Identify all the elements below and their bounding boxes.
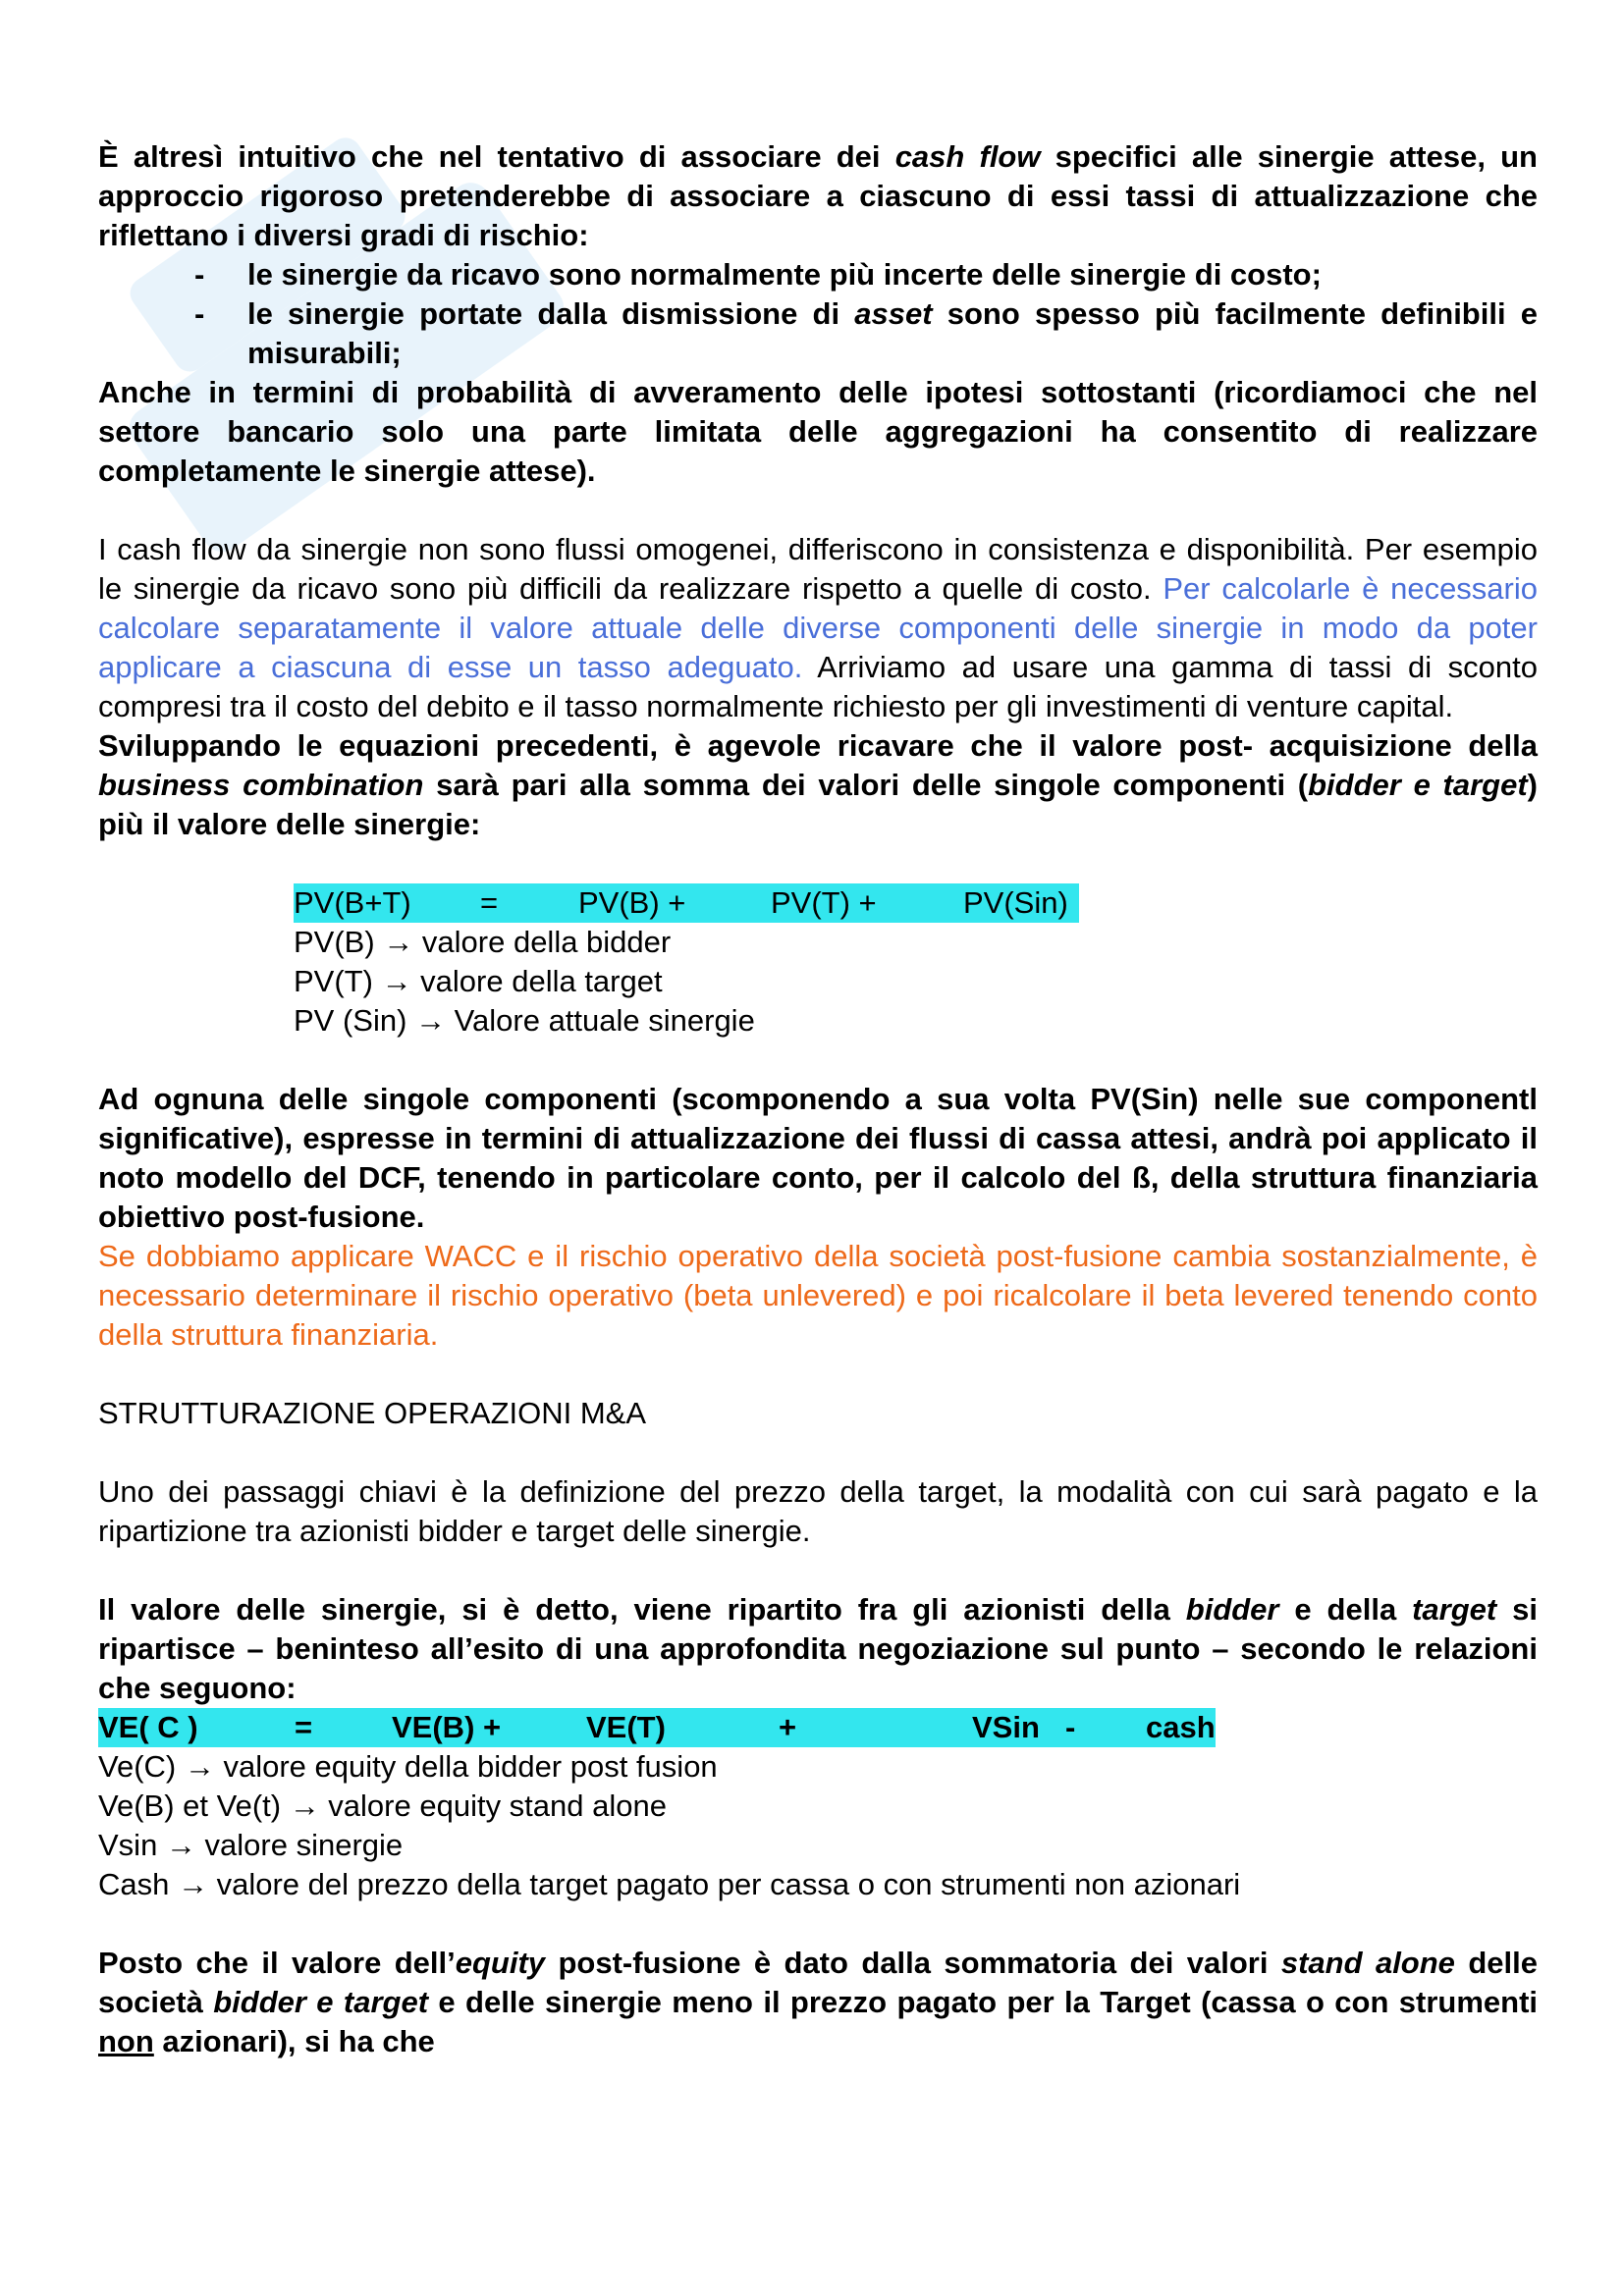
- equation2-legend-item: Ve(C) → valore equity della bidder post fusion: [98, 1749, 718, 1784]
- wacc-paragraph: Se dobbiamo applicare WACC e il rischio operativo della società post-fusione cambia sostanzialmente, è necessario determinare il rischio operativo (beta unlevered) e poi ricalcolare il beta levered tenendo conto della struttura finanziaria.: [98, 1239, 1538, 1352]
- equation2-legend-item: Vsin → valore sinergie: [98, 1828, 404, 1862]
- highlight-blue-text: Per calcolarle è necessario calcolare separatamente il valore attuale delle diverse componenti delle sinergie in modo da poter applicare a ciascuna di esse un tasso adeguato.: [98, 571, 1538, 684]
- section-title: STRUTTURAZIONE OPERAZIONI M&A: [98, 1396, 647, 1430]
- equation2-legend-item: Cash → valore del prezzo della target pagato per cassa o con strumenti non azionari: [98, 1867, 1241, 1901]
- equation1-block: [98, 883, 1538, 1041]
- equation2-formula: VE( C ) = VE(B) + VE(T) + VSin - cash: [98, 1708, 1216, 1747]
- intro-paragraph: È altresì intuitivo che nel tentativo di associare dei cash flow specifici alle sinergie attese, un approccio rigoroso pretenderebbe di associare a ciascuno di essi tassi di attualizzazione che riflettano i diversi gradi di rischio:: [98, 139, 1538, 252]
- develop-paragraph: Sviluppando le equazioni precedenti, è agevole ricavare che il valore post- acquisizione della business combination sarà pari alla somma dei valori delle singole componenti (bidder e target) più il valore delle sinergie:: [98, 728, 1538, 841]
- equation1-formula: PV(B+T) = PV(B) + PV(T) + PV(Sin): [294, 883, 1079, 923]
- equation1-legend-item: PV(B) → valore della bidder: [294, 925, 672, 959]
- risk-list: [98, 255, 1538, 373]
- list-item: - le sinergie da ricavo sono normalmente più incerte delle sinergie di costo;: [194, 257, 1322, 292]
- equation1-legend-item: PV(T) → valore della target: [294, 964, 663, 998]
- probability-paragraph: Anche in termini di probabilità di avveramento delle ipotesi sottostanti (ricordiamoci che nel settore bancario solo una parte limitata delle aggregazioni ha consentito di realizzare completamente le sinergie attese).: [98, 375, 1538, 488]
- equation1-legend-item: PV (Sin) → Valore attuale sinergie: [294, 1003, 755, 1038]
- equation2-legend-item: Ve(B) et Ve(t) → valore equity stand alone: [98, 1789, 667, 1823]
- split-paragraph: Il valore delle sinergie, si è detto, viene ripartito fra gli azionisti della bidder e della target si ripartisce – beninteso all’esito di una approfondita negoziazione sul punto – secondo le relazioni che seguono:: [98, 1592, 1539, 1705]
- components-paragraph: Ad ognuna delle singole componenti (scomponendo a sua volta PV(Sin) nelle sue componentl significative), espresse in termini di attualizzazione dei flussi di cassa attesi, andrà poi applicato il noto modello del DCF, tenendo in particolare conto, per il calcolo del ß, della struttura finanziaria obiettivo post-fusione.: [98, 1082, 1538, 1234]
- document-page: [98, 137, 1538, 2061]
- price-paragraph: Uno dei passaggi chiavi è la definizione del prezzo della target, la modalità con cui sarà pagato e la ripartizione tra azionisti bidder e target delle sinergie.: [98, 1474, 1538, 1548]
- posto-paragraph: Posto che il valore dell’equity post-fusione è dato dalla sommatoria dei valori stand alone delle società bidder e target e delle sinergie meno il prezzo pagato per la Target (cassa o con strumenti non azionari), si ha che: [98, 1946, 1539, 2058]
- cashflow-paragraph: I cash flow da sinergie non sono flussi omogenei, differiscono in consistenza e disponibilità. Per esempio le sinergie da ricavo sono più difficili da realizzare rispetto a quelle di costo. Per calcolarle è necessario calcolare separatamente il valore attuale delle diverse componenti delle sinergie in modo da poter applicare a ciascuna di esse un tasso adeguato. Arriviamo ad usare una gamma di tassi di sconto compresi tra il costo del debito e il tasso normalmente richiesto per gli investimenti di venture capital.: [98, 532, 1539, 723]
- list-item: - le sinergie portate dalla dismissione di asset sono spesso più facilmente definibili e misurabili;: [194, 296, 1539, 370]
